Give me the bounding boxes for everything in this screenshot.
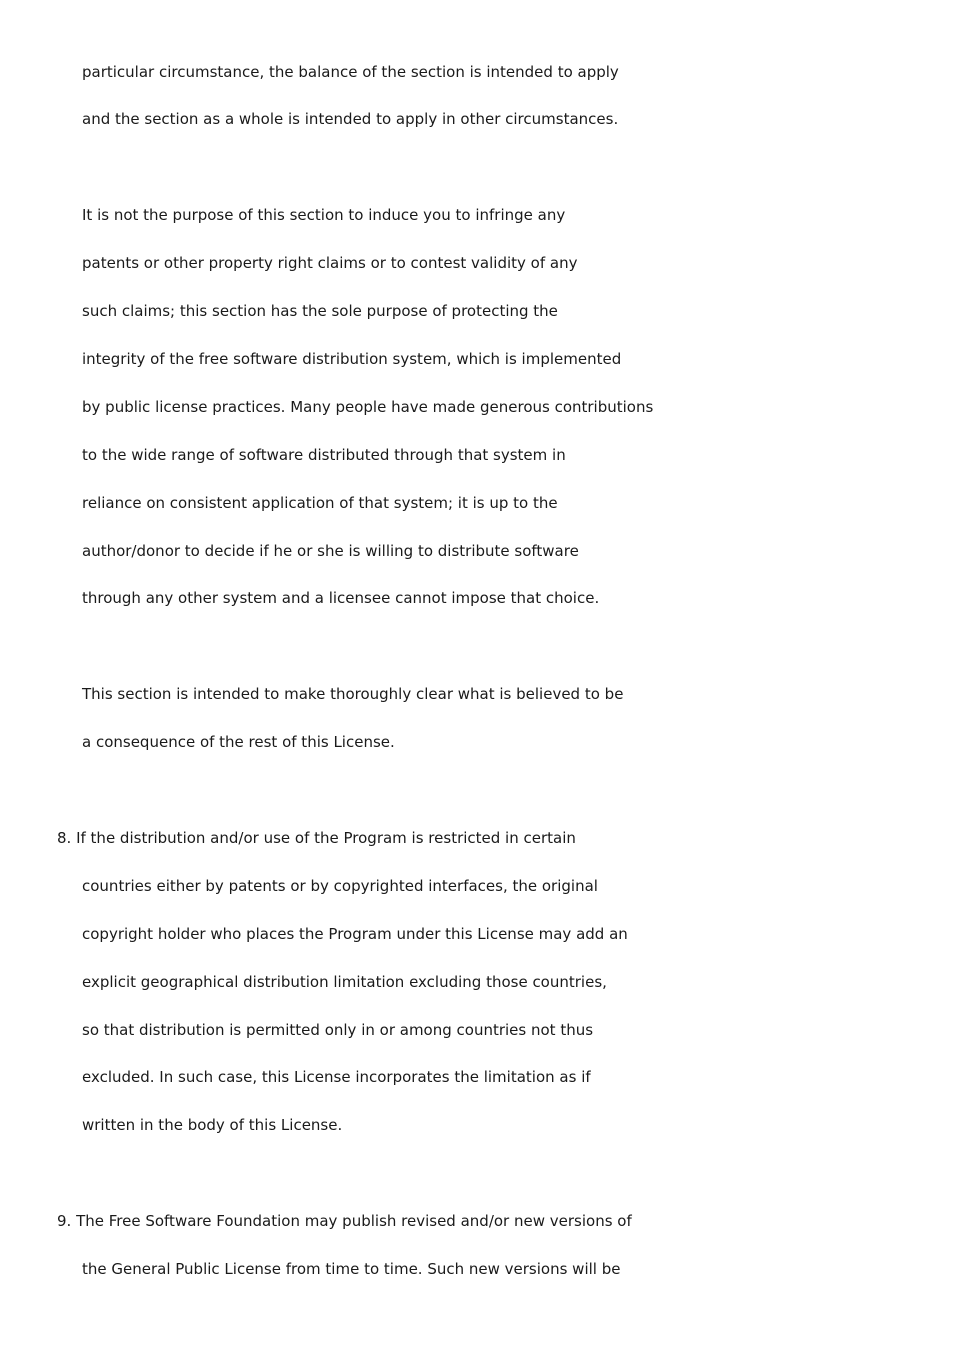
section-8-heading-line: 8. If the distribution and/or use of the Program is restricted in certain (57, 829, 576, 847)
text-line: and the section as a whole is intended to apply in other circumstances. (82, 110, 619, 128)
text-line: a consequence of the rest of this License. (82, 733, 395, 751)
text-line: countries either by patents or by copyrighted interfaces, the original (82, 877, 598, 895)
text-line: integrity of the free software distribution system, which is implemented (82, 350, 622, 368)
text-line: by public license practices. Many people have made generous contributions (82, 398, 654, 416)
text-line: particular circumstance, the balance of the section is intended to apply (82, 63, 619, 81)
text-line: the General Public License from time to time. Such new versions will be (82, 1260, 621, 1278)
text-line: explicit geographical distribution limitation excluding those countries, (82, 973, 607, 991)
text-line: so that distribution is permitted only in or among countries not thus (82, 1021, 594, 1039)
text-line: copyright holder who places the Program under this License may add an (82, 925, 628, 943)
text-line: It is not the purpose of this section to induce you to infringe any (82, 206, 566, 224)
text-line: excluded. In such case, this License incorporates the limitation as if (82, 1068, 591, 1086)
text-line: This section is intended to make thoroughly clear what is believed to be (82, 685, 624, 703)
text-line: such claims; this section has the sole purpose of protecting the (82, 302, 558, 320)
text-line: to the wide range of software distributed through that system in (82, 446, 566, 464)
text-line: written in the body of this License. (82, 1116, 343, 1134)
text-line: patents or other property right claims or to contest validity of any (82, 254, 578, 272)
section-9-heading-line: 9. The Free Software Foundation may publish revised and/or new versions of (57, 1212, 632, 1230)
text-line: through any other system and a licensee cannot impose that choice. (82, 589, 600, 607)
text-line: reliance on consistent application of that system; it is up to the (82, 494, 558, 512)
text-line: author/donor to decide if he or she is willing to distribute software (82, 542, 579, 560)
